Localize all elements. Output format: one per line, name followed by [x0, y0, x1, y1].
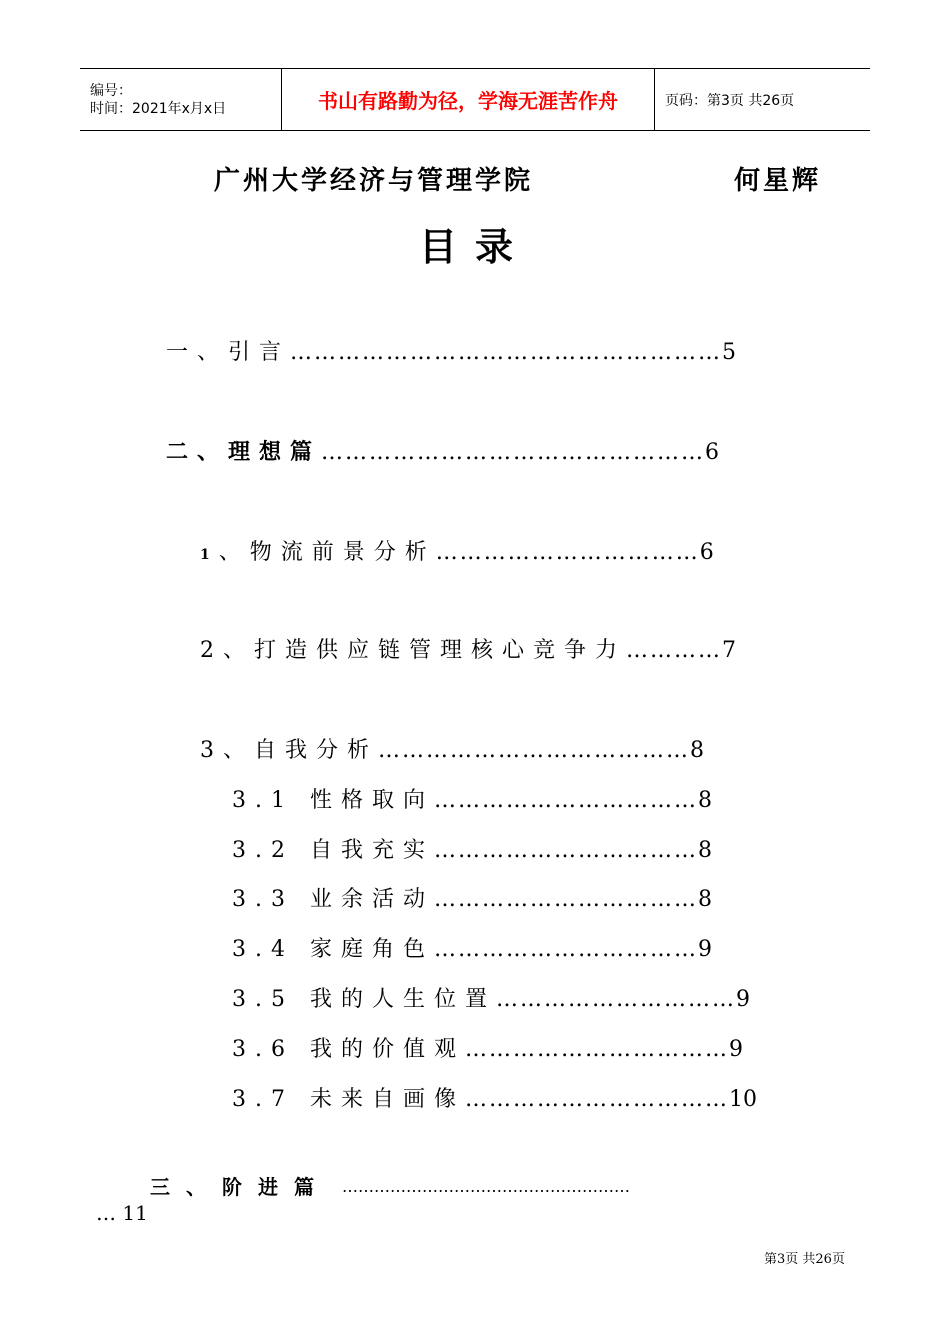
toc-entry-page: 8	[690, 738, 705, 763]
toc-entry-number: 二、	[166, 440, 229, 465]
toc-entry-number: 3、	[200, 738, 254, 763]
serial-label: 编号：	[90, 82, 132, 99]
toc-entry-number: 2、	[200, 638, 254, 663]
toc-entry-number: 一、	[166, 340, 229, 365]
page-header	[80, 68, 870, 131]
toc-entry-leader: …	[96, 1201, 116, 1225]
toc-entry-page: 5	[722, 340, 737, 365]
toc-entry-title: 性格取向	[310, 788, 435, 813]
time-label: 时间：2021年x月x日	[90, 100, 227, 117]
toc-entry-leader: ………………………………………………	[342, 1177, 630, 1196]
header-page-info	[655, 69, 870, 130]
toc-entry-page: 9	[736, 987, 751, 1012]
toc-entry-advance[interactable]	[150, 1172, 330, 1202]
toc-entry-number: 3.7	[232, 1087, 294, 1112]
toc-entry-leader: …………	[626, 638, 723, 663]
toc-entry-leader: ……………………………	[434, 838, 699, 863]
toc-title: 目录	[418, 225, 531, 269]
page-footer: 第3页 共26页	[764, 1252, 845, 1267]
toc-entry-3-6[interactable]	[232, 1035, 743, 1065]
toc-entry-title: 引言	[228, 340, 291, 365]
toc-entry-3-4[interactable]	[232, 935, 712, 965]
toc-entry-advance-continued	[96, 1198, 148, 1228]
toc-entry-title: 家庭角色	[310, 937, 435, 962]
toc-entry-leader: ……………………………	[434, 937, 699, 962]
toc-entry-page: 7	[722, 638, 737, 663]
toc-entry-page: 6	[705, 440, 720, 465]
toc-entry-page: 8	[698, 887, 713, 912]
toc-entry-title: 自我分析	[254, 738, 379, 763]
toc-entry-number: 3.6	[232, 1037, 294, 1062]
toc-entry-ideal[interactable]	[166, 438, 719, 468]
toc-entry-number: 1	[200, 547, 219, 563]
toc-entry-title: 未来自画像	[310, 1087, 466, 1112]
toc-entry-page: 8	[698, 838, 713, 863]
toc-entry-page: 11	[122, 1201, 148, 1225]
institution-name: 广州大学经济与管理学院	[214, 166, 534, 196]
toc-entry-page: 6	[699, 540, 714, 565]
page-info-text: 页码：第3页 共26页	[665, 92, 795, 109]
toc-entry-supply-chain[interactable]	[200, 636, 736, 666]
toc-entry-number: 3.1	[232, 788, 294, 813]
toc-entry-page: 10	[729, 1087, 758, 1112]
toc-entry-self-analysis[interactable]	[200, 736, 704, 766]
toc-entry-title: 理想篇	[228, 440, 322, 465]
toc-entry-page: 9	[698, 937, 713, 962]
toc-entry-intro[interactable]	[166, 338, 736, 368]
toc-entry-leader: ……………………………	[434, 887, 699, 912]
toc-entry-logistics[interactable]	[200, 538, 714, 570]
toc-entry-3-2[interactable]	[232, 836, 712, 866]
toc-entry-leader: …………………………………………	[321, 440, 706, 465]
toc-entry-number: 3.2	[232, 838, 294, 863]
toc-entry-page: 9	[729, 1037, 744, 1062]
toc-entry-title: 打造供应链管理核心竞争力	[254, 638, 627, 663]
toc-entry-3-5[interactable]	[232, 985, 750, 1015]
toc-entry-title: 我的人生位置	[310, 987, 497, 1012]
toc-entry-number: 3.3	[232, 887, 294, 912]
toc-entry-title: 我的价值观	[310, 1037, 466, 1062]
toc-entry-number: 三、	[150, 1175, 222, 1199]
toc-entry-number: 3.4	[232, 937, 294, 962]
header-motto	[282, 69, 655, 130]
toc-entry-leader: ……………………………	[434, 788, 699, 813]
toc-entry-title: 自我充实	[310, 838, 435, 863]
author-name: 何星辉	[734, 166, 822, 196]
toc-entry-leader: …………………………………	[378, 738, 691, 763]
toc-entry-3-7[interactable]	[232, 1085, 757, 1115]
toc-entry-leader: ……………………………	[465, 1037, 730, 1062]
toc-entry-title: 阶进篇	[222, 1175, 330, 1199]
toc-entry-page: 8	[698, 788, 713, 813]
toc-entry-sep: 、	[218, 540, 250, 565]
toc-entry-3-1[interactable]	[232, 786, 712, 816]
toc-entry-title: 业余活动	[310, 887, 435, 912]
toc-entry-number: 3.5	[232, 987, 294, 1012]
toc-entry-leader: ………………………………………………	[290, 340, 723, 365]
toc-entry-leader: …………………………	[496, 987, 737, 1012]
toc-entry-leader: ……………………………	[435, 540, 700, 565]
motto-text: 书山有路勤为径，学海无涯苦作舟	[318, 89, 618, 113]
toc-entry-title: 物流前景分析	[249, 540, 436, 565]
toc-entry-advance-leader	[342, 1172, 630, 1202]
toc-entry-3-3[interactable]	[232, 885, 712, 915]
header-meta	[80, 69, 282, 130]
toc-entry-leader: ……………………………	[465, 1087, 730, 1112]
